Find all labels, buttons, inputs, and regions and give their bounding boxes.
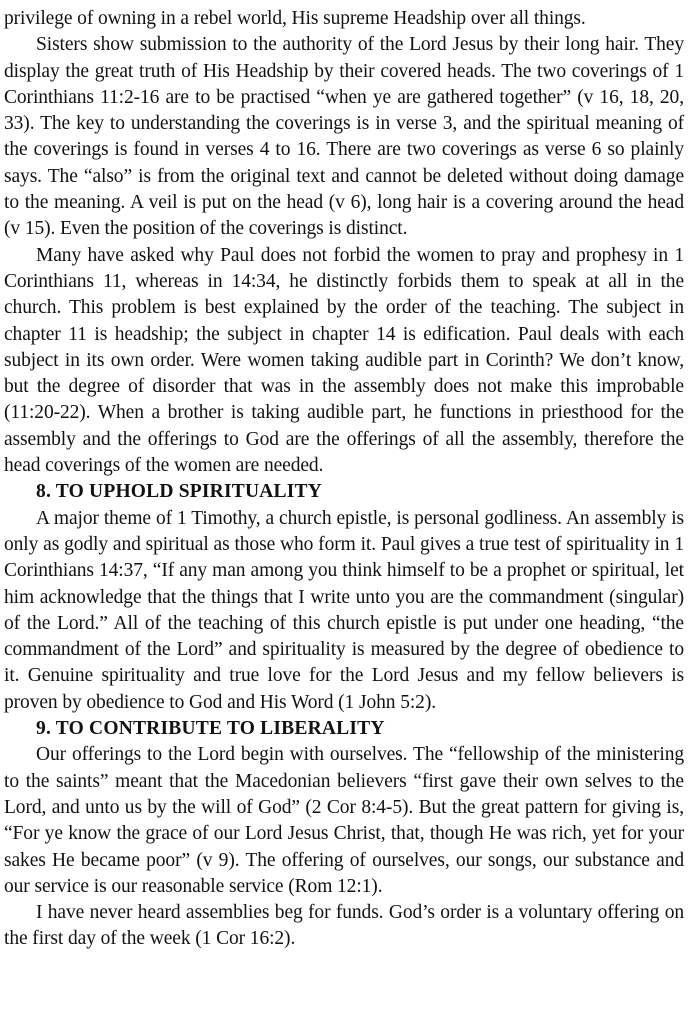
paragraph-major-theme-timothy: A major theme of 1 Timothy, a church epistle, is personal godliness. An assembly is only as godly and spiritual as those who form it. Paul gives a true test of spirituality in 1 Corinthians 14:37, “If any man among you think himself to be a prophet or spiritual, let him acknowledge that the things that I write unto you are the commandment (singular) of the Lord.” All of the teaching of this church epistle is put under one heading, “the commandment of the Lord” and spirituality is measured by the degree of obedience to it. Genuine spirituality and true love for the Lord Jesus and my fellow believers is proven by obedience to God and His Word (1 John 5:2). <box>4 507 684 713</box>
paragraph-continuation-headship: privilege of owning in a rebel world, His supreme Headship over all things. <box>4 8 586 29</box>
paragraph-many-have-asked: Many have asked why Paul does not forbid the women to pray and prophesy in 1 Corinthians 11, whereas in 14:34, he distinctly forbids them to speak at all in the church. This problem is best explained by the order of the teaching. The subject in chapter 11 is headship; the subject in chapter 14 is edification. Paul deals with each subject in its own order. Were women taking audible part in Corinth? We don’t know, but the degree of disorder that was in the assembly does not make this improbable (11:20-22). When a brother is taking audible part, he functions in priesthood for the assembly and the offerings to God are the offerings of all the assembly, therefore the head coverings of the women are needed. <box>4 244 684 477</box>
paragraph-never-heard-assemblies: I have never heard assemblies beg for funds. God’s order is a voluntary offering on the first day of the week (1 Cor 16:2). <box>4 902 684 950</box>
paragraph-offerings-begin-ourselves: Our offerings to the Lord begin with ourselves. The “fellowship of the ministering to the saints” meant that the Macedonian believers “first gave their own selves to the Lord, and unto us by the will of God” (2 Cor 8:4-5). But the great pattern for giving is, “For ye know the grace of our Lord Jesus Christ, that, though He was rich, yet for your sakes He became poor” (v 9). The offering of ourselves, our songs, our substance and our service is our reasonable service (Rom 12:1). <box>4 744 684 897</box>
section-heading-9-contribute-liberality: 9. TO CONTRIBUTE TO LIBERALITY <box>36 718 385 740</box>
section-heading-8-uphold-spirituality: 8. TO UPHOLD SPIRITUALITY <box>36 481 323 503</box>
paragraph-sisters-coverings: Sisters show submission to the authority of the Lord Jesus by their long hair. They display the great truth of His Headship by their covered heads. The two coverings of 1 Corinthians 11:2-16 are to be practised “when ye are gathered together” (v 16, 18, 20, 33). The key to understanding the coverings is in verse 3, and the spiritual meaning of the coverings is found in verses 4 to 16. There are two coverings as verse 6 so plainly says. The “also” is from the original text and cannot be deleted without doing damage to the meaning. A veil is put on the head (v 6), long hair is a covering around the head (v 15). Even the position of the coverings is distinct. <box>4 34 684 240</box>
